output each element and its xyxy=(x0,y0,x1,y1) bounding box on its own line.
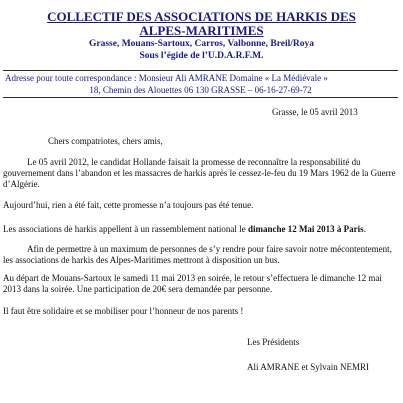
correspondence-address xyxy=(3,70,398,98)
letter-date: Grasse, le 05 avril 2013 xyxy=(272,107,358,117)
rally-date-place: dimanche 12 Mai 2013 à Paris xyxy=(247,224,364,234)
signature-names: Ali AMRANE et Sylvain NEMRI xyxy=(247,362,370,372)
paragraph-bus: Afin de permettre à un maximum de personnes de s’y rendre pour faire savoir notre mécontentement, les associations de harkis des Alpes-Maritimes mettront à disposition un bus. xyxy=(3,244,392,265)
collective-title xyxy=(0,10,403,38)
paragraph-promise: Le 05 avril 2012, le candidat Hollande faisait la promesse de reconnaître la responsabilité du gouvernement dans l’abandon et les massacres de harkis après le cessez-le-feu du 19 Mars 1962 de la Guerre d’Algérie. xyxy=(3,157,396,189)
aegis-line: Sous l’égide de l’U.D.A.R.F.M. xyxy=(139,51,264,61)
address-line-2: 18, Chemin des Alouettes 06 130 GRASSE – 06-16-27-69-72 xyxy=(89,85,312,95)
paragraph-rally xyxy=(3,224,399,235)
signature-label: Les Présidents xyxy=(247,337,300,347)
paragraph-solidarity: Il faut être solidaire et se mobiliser pour l’honneur de nos parents ! xyxy=(3,306,244,316)
paragraph-unfulfilled: Aujourd’hui, rien a été fait, cette promesse n’a toujours pas été tenue. xyxy=(3,200,254,210)
rally-suffix: . xyxy=(363,224,366,234)
address-line-1: Adresse pour toute correspondance : Monsieur Ali AMRANE Domaine « La Médiévale » xyxy=(5,73,328,83)
title-line-1: COLLECTIF DES ASSOCIATIONS DE HARKIS DES xyxy=(47,9,356,24)
cities-line: Grasse, Mouans-Sartoux, Carros, Valbonne, Breil/Roya xyxy=(88,39,315,49)
letterhead xyxy=(0,10,403,62)
paragraph-departure: Au départ de Mouans-Sartoux le samedi 11 mai 2013 en soirée, le retour s’effectuera le dimanche 12 mai 2013 dans la soirée. Une participation de 20€ sera demandée par personne. xyxy=(3,273,382,294)
title-line-2: ALPES-MARITIMES xyxy=(139,23,264,38)
greeting: Chers compatriotes, chers amis, xyxy=(48,136,163,146)
rally-prefix: Les associations de harkis appellent à un rassemblement national le xyxy=(3,224,248,234)
